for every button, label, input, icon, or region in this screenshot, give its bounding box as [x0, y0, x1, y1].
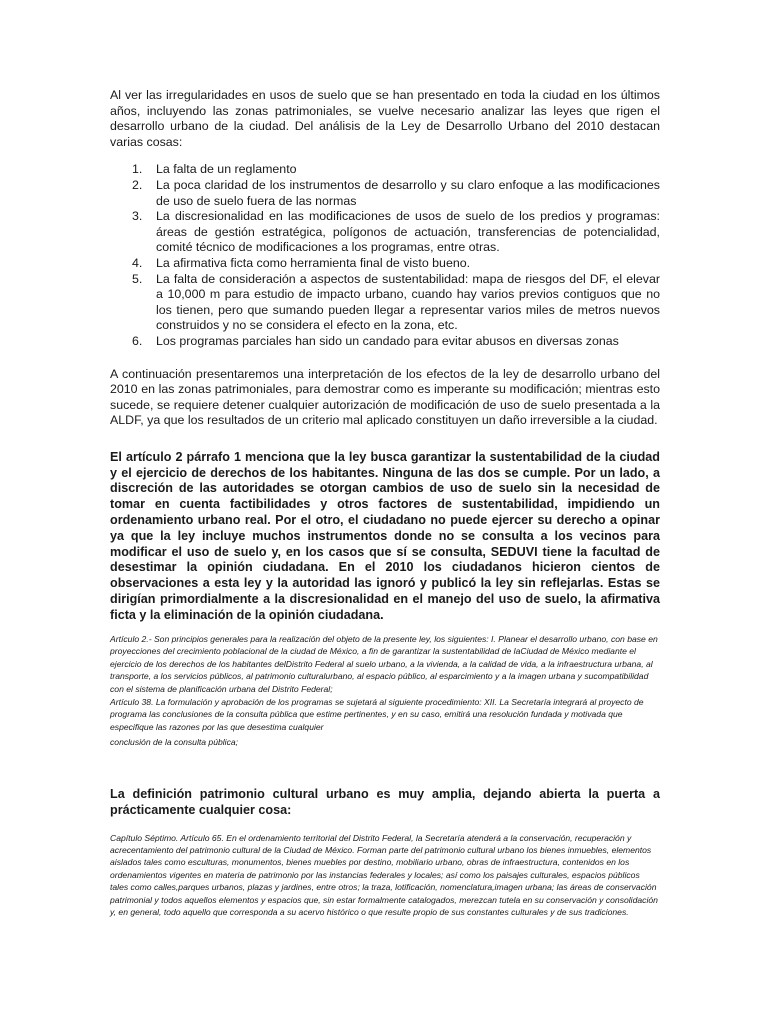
list-item [110, 209, 660, 256]
list-item-text: La discresionalidad en las modificaciones de usos de suelo de los predios y programas: áreas de gestión estratégica, polígonos de actuación, transferencias de potencialidad, comité técnico de modificaciones a los programas, entre otras. [156, 209, 660, 255]
heritage-definition-heading: La definición patrimonio cultural urbano es muy amplia, dejando abierta la puerta a prácticamente cualquier cosa: [110, 786, 660, 817]
list-item-number: 5. [132, 271, 143, 286]
chapter-7-article-65-citation: Capítulo Séptimo. Artículo 65. En el ordenamiento territorial del Distrito Federal, la Secretaría atenderá a la conservación, recuperación y acrecentamiento del patrimonio cultural de la Ciudad de México. Forman parte del patrimonio cultural urbano los bienes inmuebles, elementos aislados tales como esculturas, monumentos, bienes muebles por destino, mobiliario urbano, obras de infraestructura, contenidos en los ordenamientos vigentes en materia de patrimonio por las instancias federales y locales; así como los paisajes culturales, espacios públicos tales como calles,parques urbanos, plazas y jardines, entre otros; la traza, lotificación, nomenclatura,imagen urbana; las áreas de conservación patrimonial y todos aquellos elementos y espacios que, sin estar formalmente catalogados, merezcan tutela en su conservación y consolidación y, en general, todo aquello que corresponda a su acervo histórico o que resulte propio de sus constantes culturales y de sus tradiciones. [110, 832, 658, 918]
list-item-number: 6. [132, 333, 143, 348]
list-item-text: La poca claridad de los instrumentos de desarrollo y su claro enfoque a las modificaciones de uso de suelo fuera de las normas [156, 177, 660, 208]
list-item-text: La afirmativa ficta como herramienta final de visto bueno. [156, 255, 471, 270]
issues-list [110, 162, 660, 349]
article-38-citation: Artículo 38. La formulación y aprobación de los programas se sujetará al siguiente procedimiento: XII. La Secretaría integrará al proyecto de programa las conclusiones de la consulta pública que estime pertinentes, y en su caso, emitirá una resolución fundada y motivada que especifique las razones por las que desestima cualquier [110, 696, 644, 732]
article-2-commentary: El artículo 2 párrafo 1 menciona que la ley busca garantizar la sustentabilidad de la ciudad y el ejercicio de derechos de los habitantes. Ninguna de las dos se cumple. Por un lado, a discreción de las autoridades se otorgan cambios de uso de suelo sin la necesidad de tomar en cuenta factibilidades y otros factores de sustentabilidad, impidiendo un ordenamiento urbano real. Por el otro, el ciudadano no puede ejercer su derecho a opinar ya que la ley incluye muchos instrumentos donde no se consulta a los vecinos para modificar el uso de suelo y, en los casos que sí se consulta, SEDUVI tiene la facultad de desestimar la opinión ciudadana. En el 2010 los ciudadanos hicieron cientos de observaciones a esta ley y la autoridad las ignoró y publicó la ley sin reflejarlas. Estas se dirigían primordialmente a la discresionalidad en el manejo del uso de suelo, la afirmativa ficta y la eliminación de la opinión ciudadana. [110, 449, 660, 622]
document-body [110, 88, 660, 918]
list-item-number: 1. [132, 162, 143, 177]
list-item [110, 272, 660, 334]
list-item-text: La falta de un reglamento [156, 162, 297, 177]
list-item [110, 256, 660, 272]
list-item [110, 162, 660, 178]
list-item-text: La falta de consideración a aspectos de sustentabilidad: mapa de riesgos del DF, el elevar a 10,000 m para estudio de impacto urbano, cuando hay varios previos contiguos que no los tienen, pero que sumando pueden llegar a representar varios miles de metros nuevos construidos y no se considera el efecto en la zona, etc. [156, 271, 660, 333]
continuation-paragraph: A continuación presentaremos una interpretación de los efectos de la ley de desarrollo urbano del 2010 en las zonas patrimoniales, para demostrar como es imperante su modificación; mientras esto sucede, se requiere detener cualquier autorización de modificación de uso de suelo presentada a la ALDF, ya que los resultados de un criterio mal aplicado constituyen un daño irreversible a la ciudad. [110, 366, 660, 428]
article-2-citation: Artículo 2.- Son principios generales para la realización del objeto de la presente ley, los siguientes: I. Planear el desarrollo urbano, con base en proyecciones del crecimiento poblacional de la ciudad de México, a fin de garantizar la sustentabilidad de laCiudad de México mediante el ejercicio de los derechos de los habitantes delDistrito Federal al suelo urbano, a la vivienda, a la calidad de vida, a la infraestructura urbana, al transporte, a los servicios públicos, al patrimonio culturalurbano, al espacio público, al esparcimiento y a la imagen urbana y sucompatibilidad con el sistema de planificación urbana del Distrito Federal; [110, 633, 658, 695]
list-item-number: 4. [132, 255, 143, 270]
intro-paragraph: Al ver las irregularidades en usos de suelo que se han presentado en toda la ciudad en los últimos años, incluyendo las zonas patrimoniales, se vuelve necesario analizar las leyes que rigen el desarrollo urbano de la ciudad. Del análisis de la Ley de Desarrollo Urbano del 2010 destacan varias cosas: [110, 88, 660, 149]
list-item [110, 334, 660, 350]
list-item-number: 3. [132, 209, 143, 224]
article-38-citation-tail: conclusión de la consulta pública; [110, 737, 239, 748]
list-item-number: 2. [132, 177, 143, 192]
list-item [110, 178, 660, 209]
list-item-text: Los programas parciales han sido un candado para evitar abusos en diversas zonas [156, 333, 619, 348]
